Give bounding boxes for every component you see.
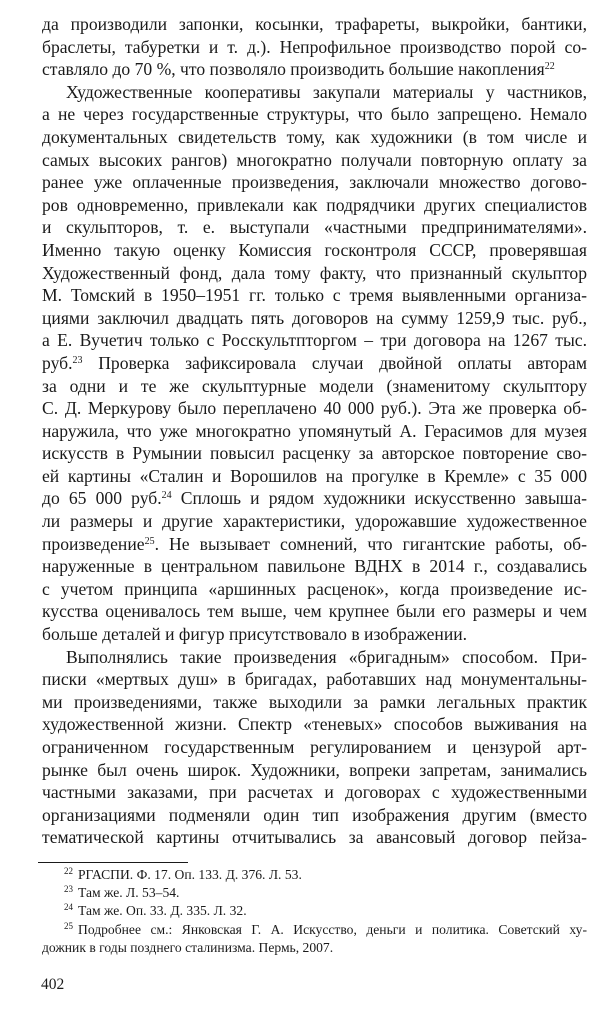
text-line: писки «мертвых душ» в бригадах, работавших над монументальны- xyxy=(42,669,587,690)
footnote-separator xyxy=(38,862,188,863)
footnote-line: $^{25}$ Подробнее см.: Янковская Г. А. Искусство, деньги и политика. Советский ху- xyxy=(64,920,587,937)
text-line: организациями подменяли один тип изображения другим (вместо xyxy=(42,804,587,825)
text-line: произведение$^{25}$. Не вызывает сомнений, что гигантские работы, об- xyxy=(42,533,587,554)
text-line: а не через государственные структуры, что было запрещено. Немало xyxy=(42,104,587,125)
text-line: документальных свидетельств тому, как художники (в том числе и xyxy=(42,126,587,147)
footnote xyxy=(42,921,587,957)
text-line: наружила, что уже многократно упомянутый А. Герасимов для музея xyxy=(42,420,587,441)
footnotes xyxy=(42,866,587,957)
text-line: искусств в Румынии повысил расценку за авторское повторение сво- xyxy=(42,443,587,464)
footnote-line: $^{22}$ РГАСПИ. Ф. 17. Оп. 133. Д. 376. Л. 53. xyxy=(64,866,302,882)
footnote xyxy=(42,866,587,884)
footnote xyxy=(42,902,587,920)
footnote-line: $^{24}$ Там же. Оп. 33. Д. 335. Л. 32. xyxy=(64,902,247,919)
footnote-reference[interactable]: 25 xyxy=(144,535,155,547)
text-line: наруженные в центральном павильоне ВДНХ в 2014 г., создавались xyxy=(42,556,587,577)
text-line: до 65 000 руб.$^{24}$ Сплошь и рядом художники искусственно завыша- xyxy=(42,488,587,509)
footnote-line: $^{23}$ Там же. Л. 53–54. xyxy=(64,884,180,901)
footnote-reference[interactable]: 24 xyxy=(161,490,172,502)
text-line: Именно такую оценку Комиссия госконтроля СССР, проверявшая xyxy=(42,239,587,260)
page-number: 402 xyxy=(41,976,65,993)
paragraph xyxy=(42,81,587,646)
text-line: ми произведениями, также выходили за рамки легальных практик xyxy=(42,691,587,712)
text-line: Художественные кооперативы закупали материалы у частников, xyxy=(66,81,587,102)
text-line: за одни и те же скульптурные модели (знаменитому скульптору xyxy=(42,375,587,396)
text-line: самых высоких рангов) многократно получали повторную оплату за xyxy=(42,149,587,170)
text-line: да производили запонки, косынки, трафареты, выкройки, бантики, xyxy=(42,14,587,34)
text-line: ли размеры и другие характеристики, удорожавшие художественное xyxy=(42,511,587,532)
paragraph xyxy=(42,646,587,849)
text-line: ранее уже оплаченные произведения, заключали множество догово- xyxy=(42,172,587,193)
text-line: частными заказами, при расчетах и договорах с художественными xyxy=(42,782,587,803)
text-line: ей картины «Сталин и Ворошилов на прогулке в Кремле» с 35 000 xyxy=(42,465,587,486)
text-line: Художественный фонд, дала тому факту, что признанный скульптор xyxy=(42,262,587,283)
text-line: и скульпторов, т. е. выступали «частными предпринимателями». xyxy=(42,217,587,238)
text-line: больше деталей и фигур присутствовало в изображении. xyxy=(42,624,468,645)
text-line: циями заключил двадцать пять договоров на сумму 1259,9 тыс. руб., xyxy=(42,307,587,328)
text-line: ограниченном государственным регулированием и цензурой арт- xyxy=(42,737,587,757)
text-line: с учетом принципа «аршинных расценок», когда произведение ис- xyxy=(42,578,587,599)
footnote-line: дожник в годы позднего сталинизма. Пермь, 2007. xyxy=(42,939,334,955)
text-line: рынке был очень широк. Художники, вопреки запретам, занимались xyxy=(42,759,587,780)
text-line: М. Томский в 1950–1951 гг. только с тремя выявленными организа- xyxy=(42,285,587,306)
footnote-reference[interactable]: 22 xyxy=(544,61,555,73)
text-line: кусства оценивалось тем выше, чем крупнее были его размеры и чем xyxy=(42,601,587,622)
footnote-reference[interactable]: 23 xyxy=(72,354,83,366)
text-line: браслеты, табуретки и т. д.). Непрофильное производство порой со- xyxy=(42,36,587,57)
footnote-number: 22 xyxy=(64,866,73,876)
text-line: руб.$^{23}$ Проверка зафиксировала случаи двойной оплаты авторам xyxy=(42,352,587,373)
text-line: а Е. Вучетич только с Росскультпторгом – три договора на 1267 тыс. xyxy=(42,330,587,351)
text-line: ставляло до 70 %, что позволяло производить большие накопления$^{22}$ xyxy=(42,59,555,80)
footnote-number: 24 xyxy=(64,902,73,913)
paragraph xyxy=(42,13,587,81)
text-line: художественной жизни. Спектр «теневых» способов выживания на xyxy=(42,714,587,735)
text-line: ров одновременно, привлекали как подрядчики других специалистов xyxy=(42,194,587,215)
footnote-number: 25 xyxy=(64,920,73,931)
footnote xyxy=(42,884,587,902)
text-line: тематической картины отчитывались за авансовый договор пейза- xyxy=(42,827,587,848)
body-text xyxy=(42,13,587,849)
text-line: С. Д. Меркурову было переплачено 40 000 руб.). Эта же проверка об- xyxy=(42,398,587,419)
footnote-number: 23 xyxy=(64,884,73,895)
text-line: Выполнялись такие произведения «бригадным» способом. При- xyxy=(66,646,587,667)
